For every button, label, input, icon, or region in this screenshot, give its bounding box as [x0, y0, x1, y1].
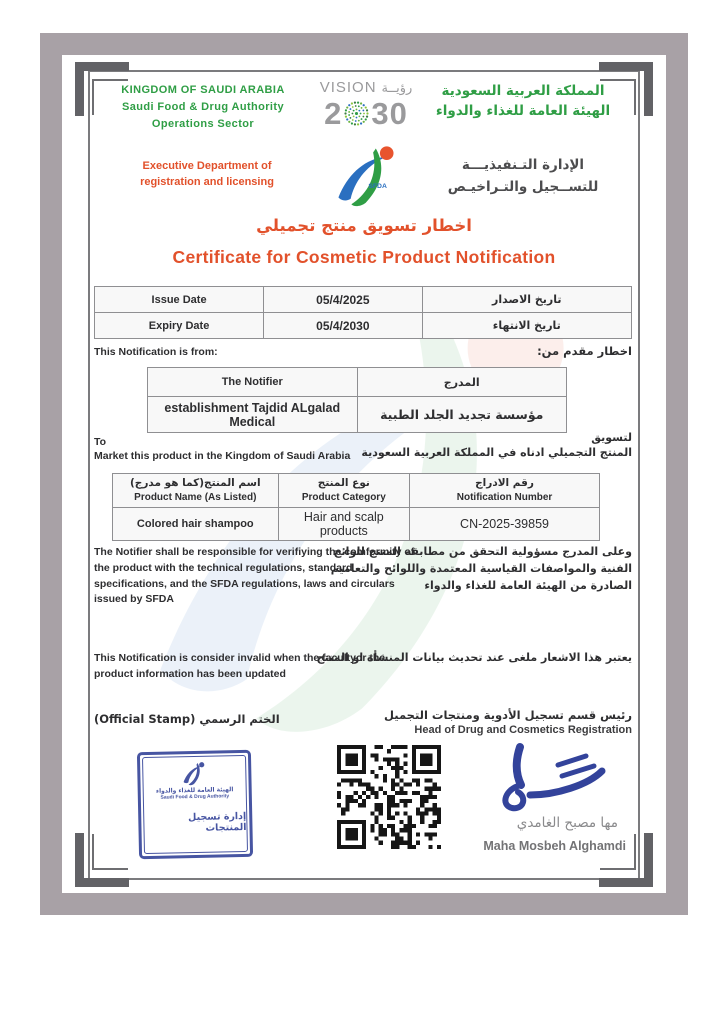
dates-table — [94, 286, 632, 339]
qr-code — [337, 745, 441, 849]
authority-line-ar: الهيئة العامة للغذاء والدواء — [435, 103, 611, 120]
issue-date-value: 05/4/2025 — [264, 287, 422, 313]
sfda-logo-icon — [332, 143, 402, 211]
signer-name-arabic: مها مصبح الغامدي — [516, 815, 618, 831]
expiry-date-value: 05/4/2030 — [264, 313, 422, 339]
certificate-title-arabic: اخطار تسويق منتج تجميلي — [256, 216, 472, 235]
official-stamp-label: الختم الرسمي (Official Stamp) — [94, 712, 280, 726]
vision-year-left: 2 — [324, 96, 343, 131]
notification-from-arabic: اخطار مقدم من: — [537, 344, 632, 358]
signature-handwriting — [490, 739, 626, 815]
official-stamp — [137, 750, 253, 859]
product-name-header: اسم المنتج(كما هو مدرج) Product Name (As Listed) — [113, 474, 279, 508]
stamp-sfda-logo-icon — [179, 761, 210, 788]
certificate-page — [62, 55, 666, 893]
notifier-name-en: establishment Tajdid ALgalad Medical — [148, 397, 358, 433]
executive-department-english: Executive Department of registration and licensing — [140, 160, 274, 188]
signer-name-english: Maha Mosbeh Alghamdi — [483, 839, 626, 853]
notification-number-header: رقم الادراج Notification Number — [410, 474, 600, 508]
product-value-row — [113, 508, 600, 541]
invalid-note-arabic: يعتبر هذا الاشعار ملغى عند تحديث بيانات المنشأة او المنتج — [316, 651, 632, 664]
notifier-header-en: The Notifier — [148, 368, 358, 397]
authority-line: Saudi Food & Drug Authority — [122, 101, 284, 114]
certificate-title-english: Certificate for Cosmetic Product Notification — [172, 247, 556, 267]
notifier-header-row — [148, 368, 567, 397]
kingdom-line-ar: المملكة العربية السعودية — [441, 83, 605, 99]
notifier-table — [147, 367, 567, 433]
notifier-value-row — [148, 397, 567, 433]
stamp-department-arabic: إدارة تسجيل المنتجات — [187, 811, 247, 834]
sfda-logo-label: SFDA — [368, 182, 387, 190]
product-table-header-row — [113, 474, 600, 508]
stamp-authority-english: Saudi Food & Drug Authority — [160, 793, 230, 801]
invalid-note-english: This Notification is consider invalid when the facultyor the product information has been updated — [94, 652, 386, 680]
vision-label-en: VISION — [319, 79, 377, 96]
product-name-value: Colored hair shampoo — [113, 508, 279, 541]
vision-label-ar: رؤيــة — [381, 81, 413, 96]
issue-date-label-en: Issue Date — [95, 287, 264, 313]
page-mat — [40, 33, 688, 915]
executive-department-arabic: الإدارة التـنفيذيـــة للتســجيل والتـراخيـص — [447, 157, 599, 195]
authority-name-arabic — [408, 81, 638, 122]
product-table — [112, 473, 600, 541]
notification-from-english: This Notification is from: — [94, 346, 218, 358]
frame-corner-bottom-left — [75, 833, 129, 887]
product-category-header: نوع المنتج Product Category — [278, 474, 409, 508]
expiry-date-label-en: Expiry Date — [95, 313, 264, 339]
product-category-value: Hair and scalp products — [278, 508, 409, 541]
stamp-authority-arabic: الهيئة العامة للغذاء والدواء — [155, 786, 234, 795]
vision-2030-emblem-icon — [343, 100, 370, 127]
vision-year-right: 30 — [371, 96, 408, 131]
authority-name-english — [96, 82, 310, 133]
head-of-registration-label: رئيس قسم تسجيل الأدوية ومنتجات التجميل Head of Drug and Cosmetics Registration — [383, 708, 632, 737]
responsibility-paragraph-english: The Notifier shall be responsible for verifiying the comformity of the product with the technical regulations, standard specifications, and the SFDA regulations, laws and circulars issued by SFDA — [94, 546, 415, 606]
notification-number-value: CN-2025-39859 — [410, 508, 600, 541]
responsibility-paragraph-arabic: وعلى المدرج مسؤولية التحقق من مطابقة المنتج للوائح الفنية والمواصفات القياسية المعتمدة واللوائح والتعاميم الصادرة من الهيئة العامة للغذاء والدواء — [330, 545, 632, 593]
market-statement-english: To Market this product in the Kingdom of Saudi Arabia — [94, 436, 351, 463]
market-statement-arabic: لتسويق المنتج التجميلي ادناه في المملكة العربية السعودية — [361, 431, 632, 459]
expiry-date-row — [95, 313, 632, 339]
issue-date-row — [95, 287, 632, 313]
notifier-header-ar: المدرج — [357, 368, 567, 397]
sector-line: Operations Sector — [151, 118, 255, 131]
notifier-name-ar: مؤسسة تجديد الجلد الطبية — [357, 397, 567, 433]
issue-date-label-ar: تاريخ الاصدار — [422, 287, 631, 313]
expiry-date-label-ar: تاريخ الانتهاء — [422, 313, 631, 339]
kingdom-line: KINGDOM OF SAUDI ARABIA — [121, 84, 285, 96]
